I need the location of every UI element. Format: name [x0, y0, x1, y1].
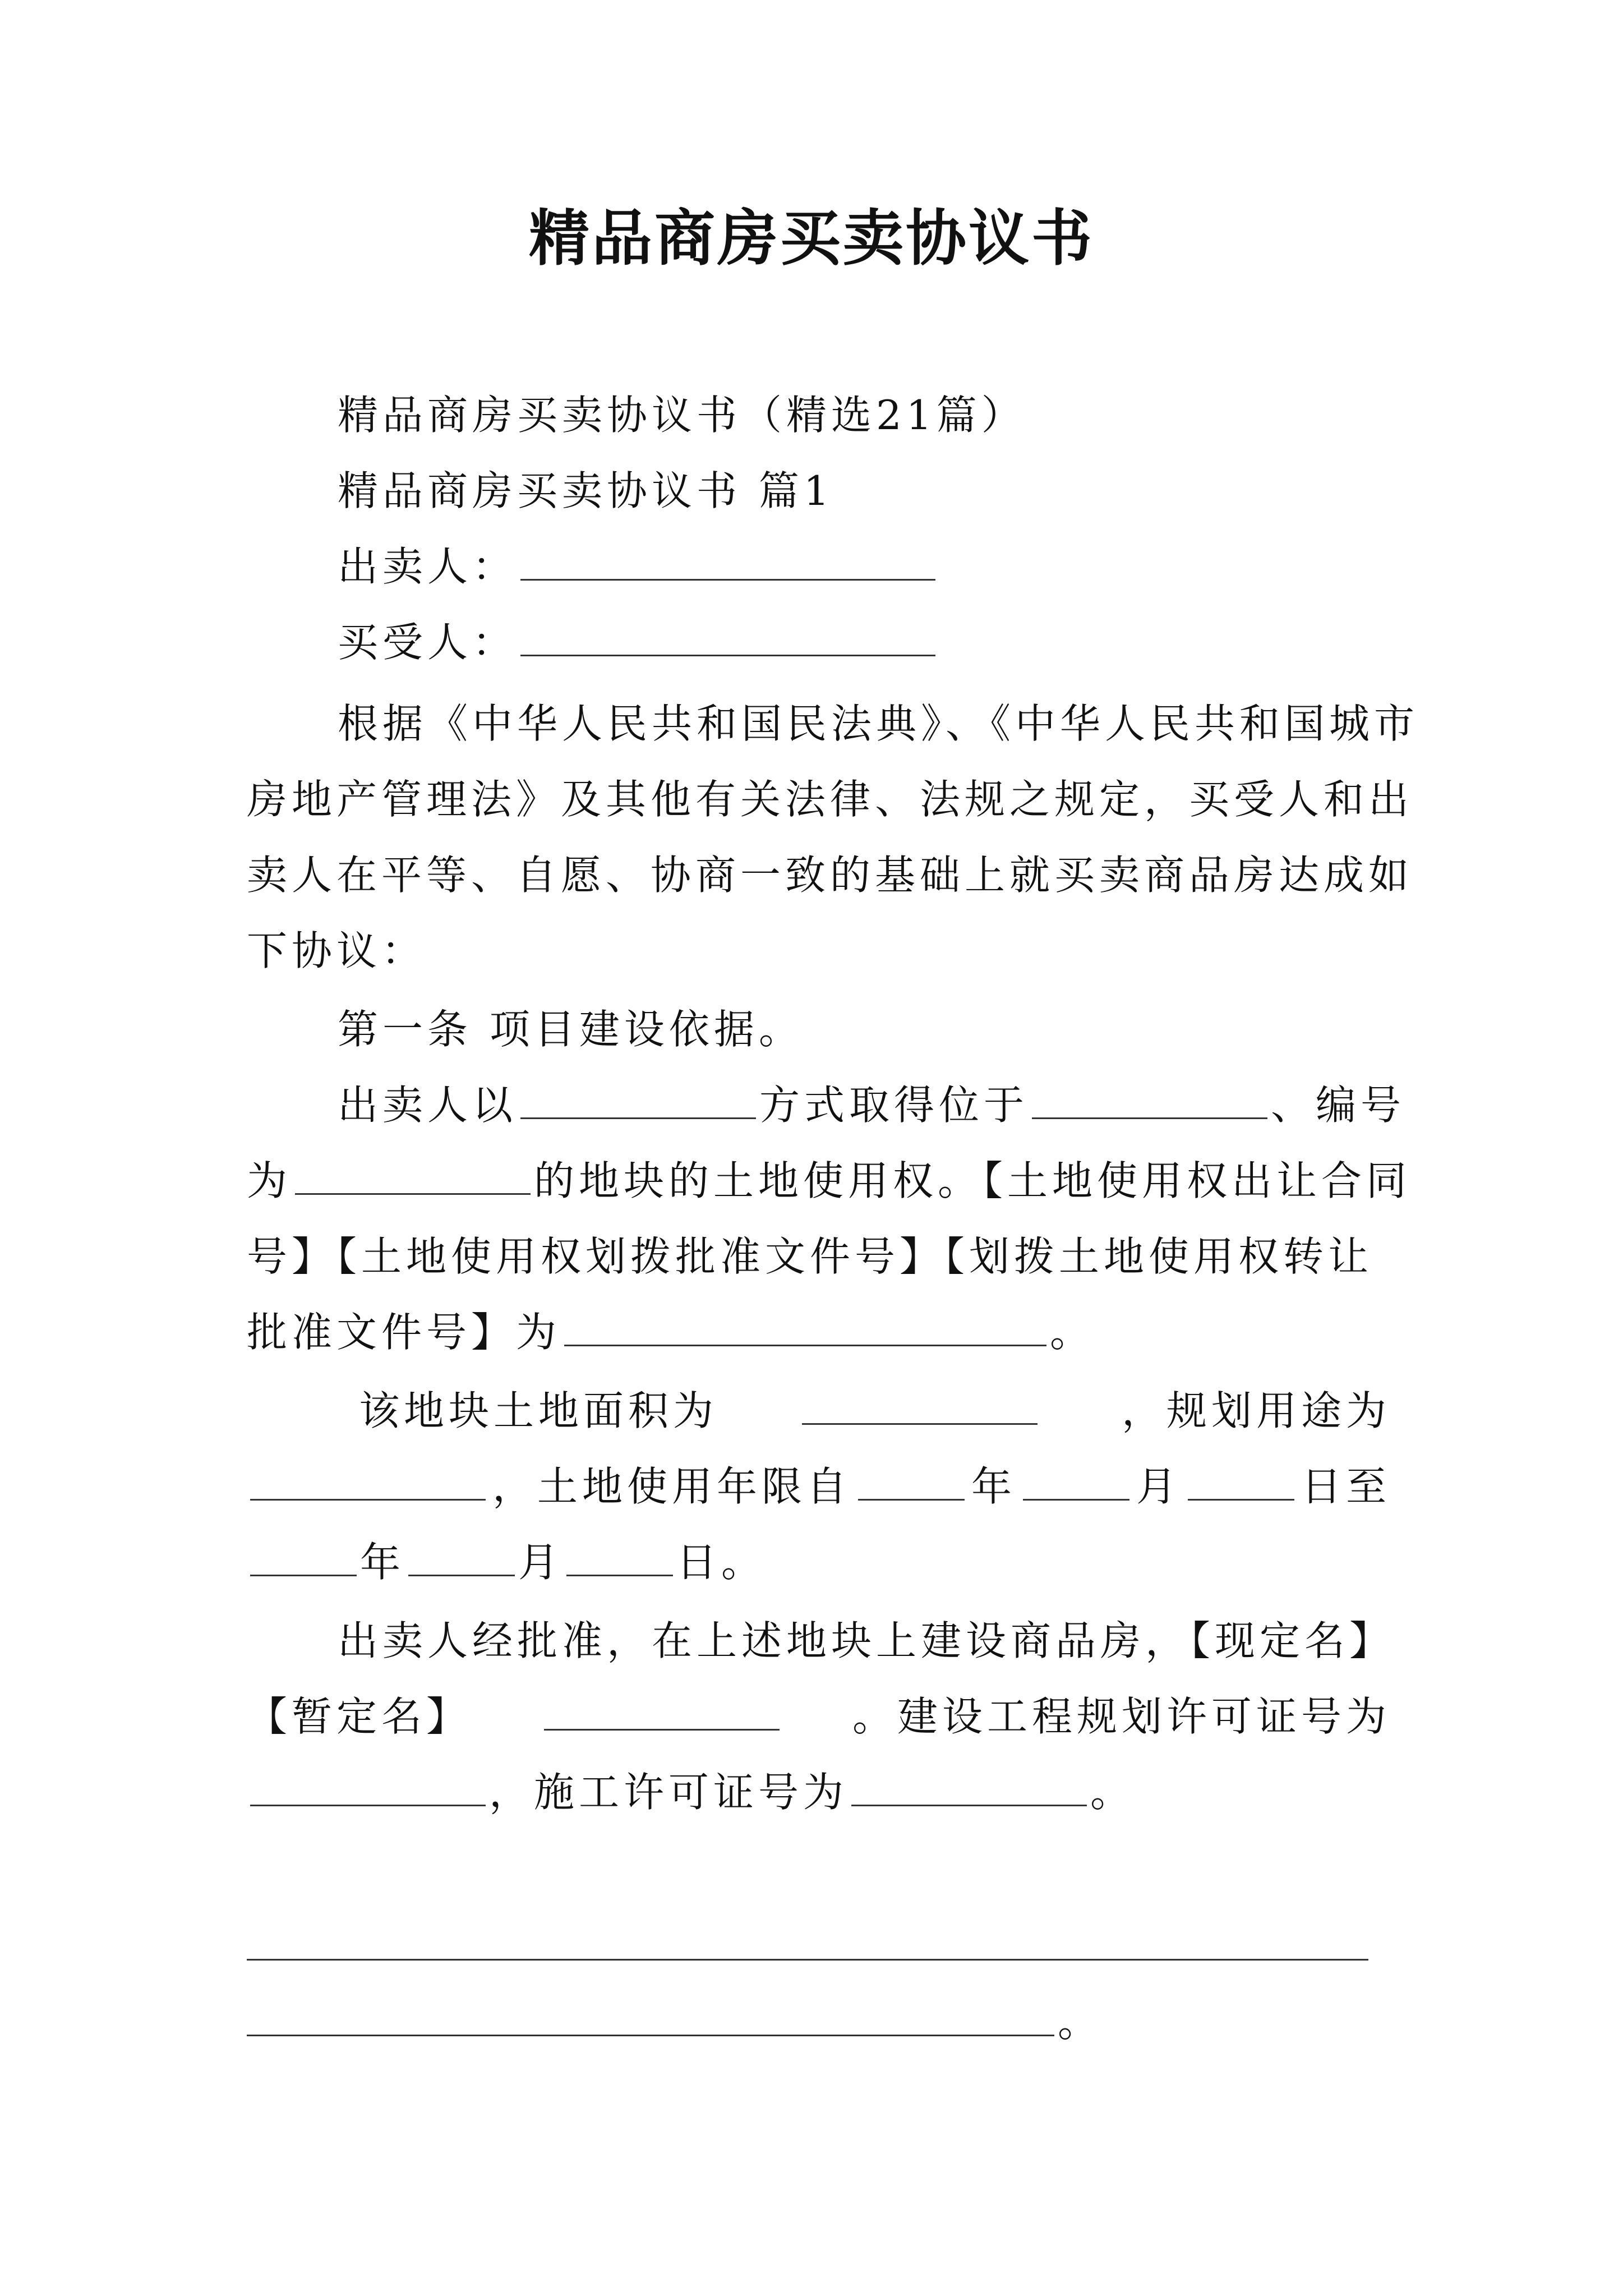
start-month-blank — [1023, 1460, 1129, 1501]
end-month-blank — [408, 1535, 515, 1576]
final-blank-line-2 — [247, 1994, 1391, 2050]
construction-permit-blank — [851, 1765, 1087, 1806]
final-blank-2 — [247, 1995, 1054, 2036]
para1-line3: 卖人在平等、自愿、协商一致的基础上就买卖商品房达成如 — [247, 852, 1414, 899]
subtitle: 精品商房买卖协议书（精选21篇） — [338, 392, 1026, 439]
para3-month-1: 月 — [1136, 1463, 1181, 1510]
method-blank — [520, 1078, 756, 1119]
para3-day-to: 日至 — [1301, 1463, 1391, 1510]
para2-line1 — [338, 1077, 1406, 1133]
number-blank — [295, 1154, 531, 1195]
para2-text-h: 。 — [1050, 1309, 1095, 1356]
para3-year-1: 年 — [971, 1463, 1016, 1510]
para2-text-d: 为 — [247, 1157, 292, 1204]
para3-text-a: 该地块土地面积为 — [359, 1387, 718, 1434]
final-blank-1 — [247, 1920, 1368, 1961]
start-day-blank — [1188, 1460, 1294, 1501]
approval-number-blank — [564, 1305, 1046, 1346]
document-title: 精品商房买卖协议书 — [528, 203, 1094, 274]
seller-label: 出卖人： — [338, 543, 518, 590]
para2-text-b: 方式取得位于 — [759, 1082, 1029, 1129]
para3-day-end: 日。 — [676, 1539, 767, 1586]
planning-permit-blank — [250, 1765, 486, 1806]
para2-line4 — [247, 1304, 1391, 1360]
buyer-blank — [520, 615, 935, 656]
chapter-heading: 精品商房买卖协议书 篇1 — [338, 467, 834, 514]
para3-text-c: ，土地使用年限自 — [492, 1463, 851, 1510]
location-blank — [1032, 1078, 1267, 1119]
project-name-blank — [544, 1690, 780, 1731]
para4-text-e: 。 — [1090, 1769, 1136, 1816]
final-blank-line-1 — [247, 1918, 1391, 1975]
para4-line2 — [247, 1688, 1391, 1745]
para3-month-2: 月 — [518, 1539, 564, 1586]
para2-line2 — [247, 1153, 1412, 1209]
buyer-line — [338, 614, 1391, 670]
para2-text-c: 、编号 — [1271, 1082, 1406, 1129]
final-end-mark: 。 — [1058, 1999, 1103, 2046]
para4-text-b: 【暂定名】 — [247, 1693, 472, 1740]
para1-line1: 根据《中华人民共和国民法典》、《中华人民共和国城市 — [338, 700, 1419, 747]
para4-line3 — [247, 1764, 1391, 1820]
end-year-blank — [250, 1535, 357, 1576]
para2-text-g: 批准文件号】为 — [247, 1309, 561, 1356]
para4-text-d: ，施工许可证号为 — [489, 1769, 849, 1816]
para2-text-e: 的地块的土地使用权。【土地使用权出让合同 — [534, 1157, 1412, 1204]
para1-line4: 下协议： — [247, 927, 427, 974]
para3-text-b: ，规划用途为 — [1121, 1387, 1391, 1434]
para2-line3: 号】【土地使用权划拨批准文件号】【划拨土地使用权转让 — [247, 1233, 1373, 1280]
para2-text-a: 出卖人以 — [338, 1082, 518, 1129]
para3-line1 — [359, 1383, 1391, 1439]
article1-heading: 第一条 项目建设依据。 — [338, 1006, 804, 1053]
para4-line1: 出卖人经批准，在上述地块上建设商品房，【现定名】 — [338, 1617, 1395, 1664]
buyer-label: 买受人： — [338, 619, 518, 666]
para4-text-c: 。建设工程规划许可证号为 — [852, 1693, 1391, 1740]
para3-line2 — [247, 1458, 1391, 1515]
end-day-blank — [566, 1535, 673, 1576]
seller-line — [338, 539, 1391, 595]
para1-line2: 房地产管理法》及其他有关法律、法规之规定，买受人和出 — [247, 776, 1414, 823]
planned-use-blank — [250, 1460, 486, 1501]
land-area-blank — [802, 1384, 1038, 1425]
seller-blank — [520, 540, 935, 581]
para3-line3 — [247, 1534, 1391, 1590]
para3-year-2: 年 — [360, 1539, 405, 1586]
start-year-blank — [858, 1460, 965, 1501]
